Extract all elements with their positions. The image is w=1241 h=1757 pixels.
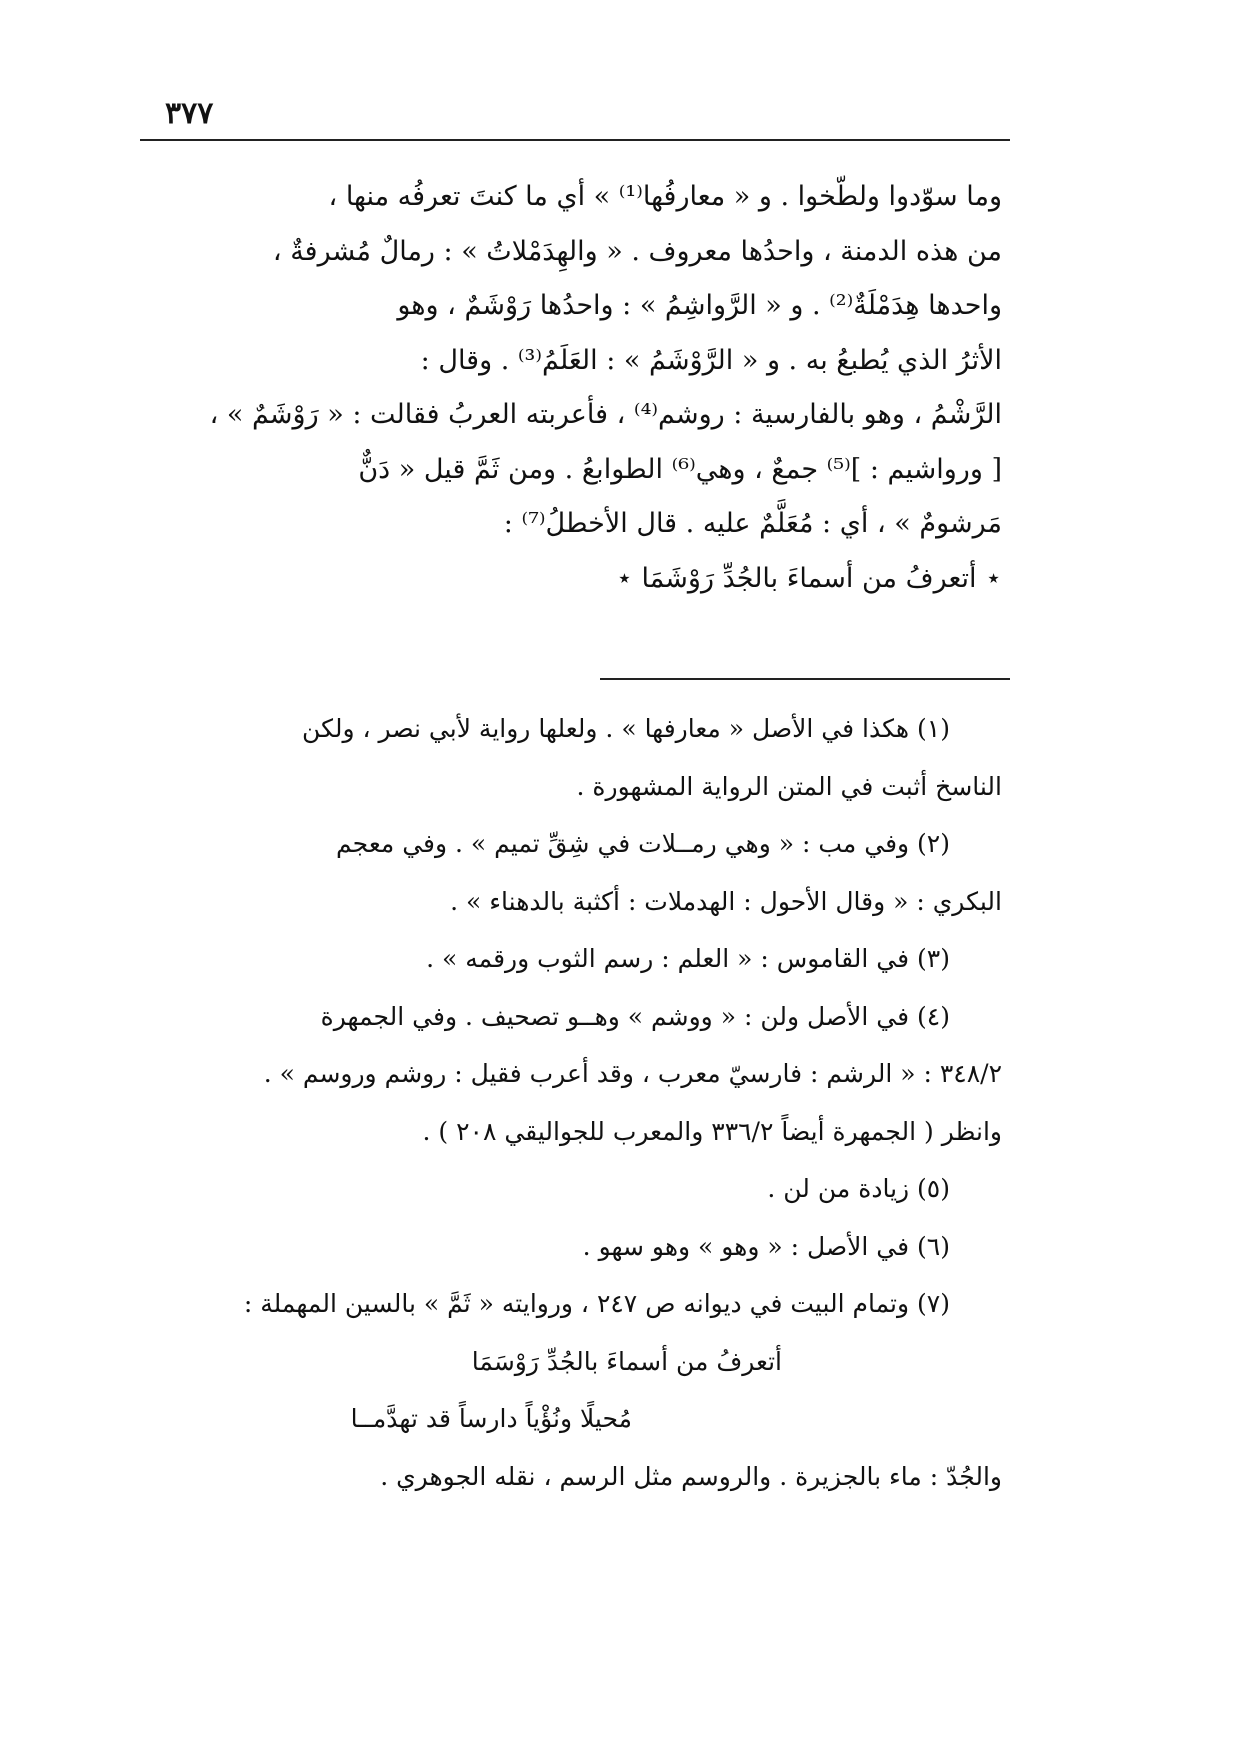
- footnote-line: (٣) في القاموس : « العلم : رسم الثوب ورقمه » .: [426, 944, 950, 973]
- footnote-3: [150, 930, 1002, 988]
- footnote-5: [150, 1160, 1002, 1218]
- footnote-line: وانظر ( الجمهرة أيضاً ٣٣٦/٢ والمعرب للجواليقي ٢٠٨ ) .: [422, 1116, 1002, 1146]
- footnote-line: (١) هكذا في الأصل « معارفها » . ولعلها رواية لأبي نصر ، ولكن: [302, 714, 950, 743]
- main-line: [ ورواشيم : ]⁽⁵⁾ جمعٌ ، وهي⁽⁶⁾ الطوابعُ . ومن ثَمَّ قيل « دَنٌّ: [358, 453, 1002, 485]
- footnote-line: الناسخ أثبت في المتن الرواية المشهورة .: [576, 771, 1002, 801]
- header-rule: [140, 139, 1010, 141]
- verse-line: ⋆ أتعرفُ من أسماءَ بالجُدِّ رَوْشَمَا ⋆: [615, 562, 1002, 594]
- footnote-verse-line: أتعرفُ من أسماءَ بالجُدِّ رَوْسَمَا: [471, 1346, 782, 1376]
- footnote-verse-line: مُحيلًا ونُؤْياً دارساً قد تهدَّمــا: [350, 1404, 632, 1433]
- footnote-line: والجُدّ : ماء بالجزيرة . والروسم مثل الرسم ، نقله الجوهري .: [380, 1461, 1002, 1491]
- footnote-line: (٧) وتمام البيت في ديوانه ص ٢٤٧ ، وروايته « ثَمَّ » بالسين المهملة :: [243, 1289, 950, 1318]
- footnote-1: [150, 700, 1002, 815]
- main-line: الأثرُ الذي يُطبعُ به . و « الرَّوْشَمُ » : العَلَمُ⁽³⁾ . وقال :: [420, 344, 1002, 376]
- main-line: وما سوّدوا ولطّخوا . و « معارفُها⁽¹⁾ » أي ما كنتَ تعرفُه منها ،: [328, 181, 1002, 212]
- main-line: من هذه الدمنة ، واحدُها معروف . « والهِدَمْلاتُ » : رمالٌ مُشرفةٌ ،: [272, 235, 1002, 267]
- footnote-line: (٤) في الأصل ولن : « ووشم » وهــو تصحيف . وفي الجمهرة: [320, 1001, 950, 1031]
- footnote-4: [150, 988, 1002, 1161]
- main-line: واحدها هِدَمْلَةٌ⁽²⁾ . و « الرَّواشِمُ » : واحدُها رَوْشَمٌ ، وهو: [397, 290, 1002, 321]
- footnote-2: [150, 815, 1002, 930]
- footnote-7: [150, 1275, 1002, 1505]
- footnote-rule: [600, 678, 1010, 680]
- footnote-line: (٢) وفي مب : « وهي رمــلات في شِقِّ تميم » . وفي معجم: [336, 829, 950, 858]
- footnotes: [150, 700, 1002, 1505]
- footnote-line: (٦) في الأصل : « وهو » وهو سهو .: [582, 1231, 950, 1261]
- page-number: ٣٧٧: [165, 96, 214, 131]
- footnote-line: البكري : « وقال الأحول : الهدملات : أكثبة بالدهناء » .: [450, 886, 1002, 916]
- footnote-line: ٣٤٨/٢ : « الرشم : فارسيّ معرب ، وقد أعرب فقيل : روشم وروسم » .: [263, 1059, 1002, 1088]
- footnote-line: (٥) زيادة من لن .: [767, 1174, 950, 1203]
- main-line: مَرشومٌ » ، أي : مُعَلَّمٌ عليه . قال الأخطلُ⁽⁷⁾ :: [503, 508, 1002, 539]
- main-line: الرَّشْمُ ، وهو بالفارسية : روشم⁽⁴⁾ ، فأعربته العربُ فقالت : « رَوْشَمٌ » ،: [209, 399, 1002, 430]
- main-text: [150, 170, 1002, 606]
- footnote-6: [150, 1218, 1002, 1276]
